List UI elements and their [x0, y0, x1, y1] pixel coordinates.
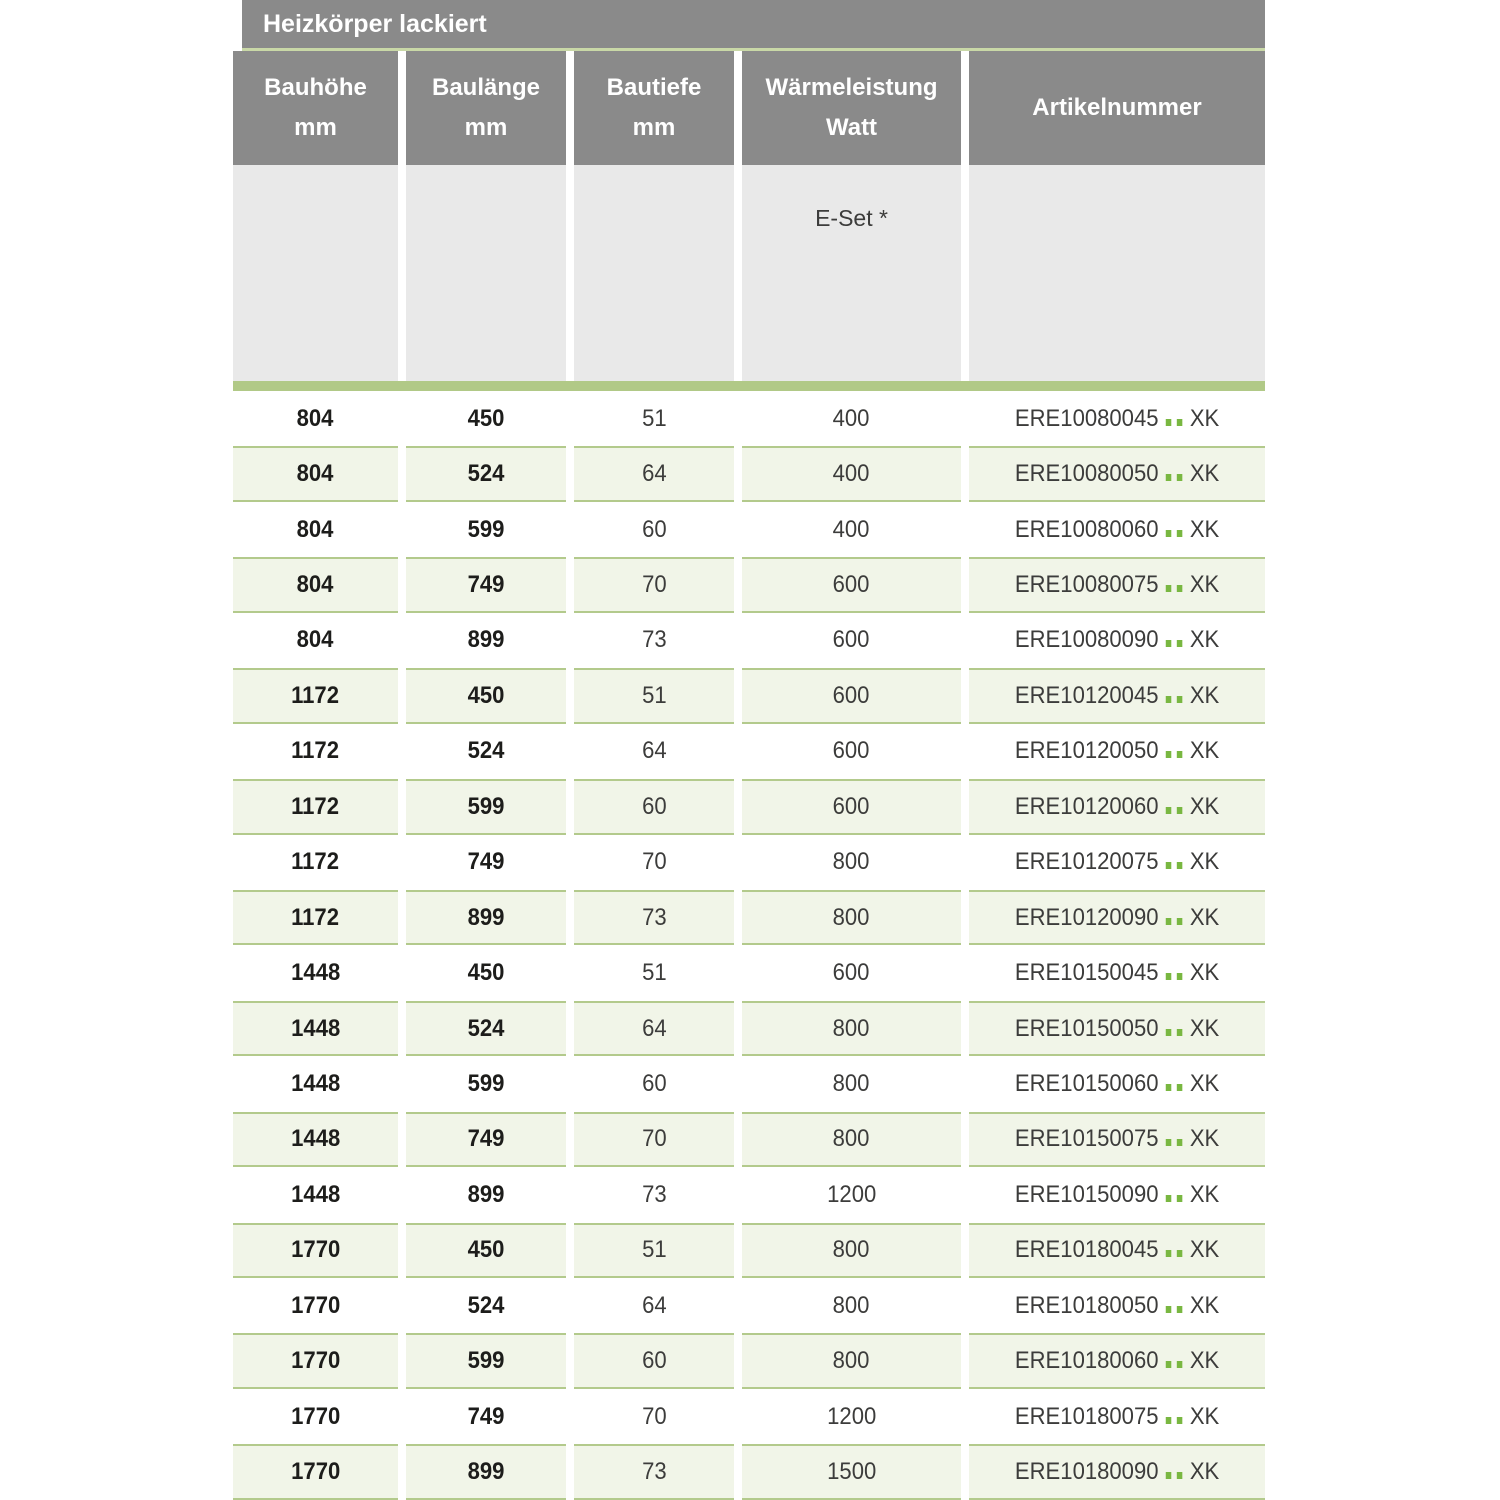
- cell-bautiefe: 60: [574, 1056, 734, 1111]
- cell-waermeleistung: 600: [742, 945, 961, 1000]
- color-code-dot-icon: [1166, 474, 1172, 481]
- cell-waermeleistung: 400: [742, 502, 961, 557]
- artikel-suffix: XK: [1189, 626, 1220, 654]
- column-header-bauhoehe: [233, 51, 398, 165]
- cell-waermeleistung: 600: [742, 724, 961, 779]
- cell-baulaenge: 599: [406, 502, 566, 557]
- color-code-dot-icon: [1177, 1472, 1183, 1479]
- column-header-waermeleistung: [742, 51, 961, 165]
- cell-baulaenge: 450: [406, 391, 566, 446]
- color-code-dot-icon: [1177, 1361, 1183, 1368]
- color-code-dot-icon: [1177, 585, 1183, 592]
- cell-artikelnummer: [969, 1389, 1265, 1444]
- artikel-prefix: ERE10180090: [1014, 1458, 1159, 1486]
- artikel-suffix: XK: [1189, 1180, 1220, 1208]
- artikel-suffix: XK: [1189, 571, 1220, 599]
- color-code-dot-icon: [1166, 1250, 1172, 1257]
- cell-baulaenge: 899: [406, 890, 566, 945]
- table-row: [233, 890, 1265, 945]
- cell-waermeleistung: 600: [742, 668, 961, 723]
- table-row: [233, 1112, 1265, 1167]
- cell-baulaenge: 599: [406, 779, 566, 834]
- artikel-prefix: ERE10150050: [1014, 1014, 1159, 1042]
- column-header-artikelnummer: [969, 51, 1265, 165]
- table-title-bar: [242, 0, 1265, 48]
- cell-bauhoehe: 1172: [233, 779, 398, 834]
- artikel-suffix: XK: [1189, 1402, 1220, 1430]
- column-header-label: Bauhöhe: [264, 74, 367, 101]
- artikel-prefix: ERE10180050: [1014, 1291, 1159, 1319]
- cell-baulaenge: 524: [406, 1278, 566, 1333]
- cell-bauhoehe: 1770: [233, 1278, 398, 1333]
- color-code-dot-icon: [1166, 1195, 1172, 1202]
- color-code-dot-icon: [1177, 1417, 1183, 1424]
- cell-baulaenge: 749: [406, 835, 566, 890]
- artikel-prefix: ERE10080045: [1014, 404, 1159, 432]
- color-code-dot-icon: [1166, 1361, 1172, 1368]
- artikelnummer: [1015, 516, 1219, 544]
- cell-baulaenge: 524: [406, 724, 566, 779]
- cell-artikelnummer: [969, 1333, 1265, 1388]
- cell-bautiefe: 60: [574, 502, 734, 557]
- cell-bautiefe: 73: [574, 890, 734, 945]
- table-row: [233, 1223, 1265, 1278]
- color-code-dot-icon: [1177, 1250, 1183, 1257]
- cell-baulaenge: 899: [406, 613, 566, 668]
- artikelnummer: [1015, 405, 1219, 433]
- cell-baulaenge: 450: [406, 1223, 566, 1278]
- subheader-row: [233, 165, 1265, 381]
- artikel-suffix: XK: [1189, 848, 1220, 876]
- color-code-dot-icon: [1177, 862, 1183, 869]
- artikelnummer: [1015, 1015, 1219, 1043]
- cell-artikelnummer: [969, 502, 1265, 557]
- artikel-suffix: XK: [1189, 792, 1220, 820]
- artikel-suffix: XK: [1189, 959, 1220, 987]
- cell-baulaenge: 749: [406, 557, 566, 612]
- cell-bautiefe: 70: [574, 1112, 734, 1167]
- cell-waermeleistung: 800: [742, 1278, 961, 1333]
- header-separator-bar: [233, 381, 1265, 391]
- subheader-cell-artikelnummer: [969, 165, 1265, 381]
- color-code-dot-icon: [1177, 918, 1183, 925]
- artikel-prefix: ERE10150060: [1014, 1069, 1159, 1097]
- color-code-dot-icon: [1177, 1084, 1183, 1091]
- color-code-dot-icon: [1177, 474, 1183, 481]
- eset-label: E-Set *: [815, 205, 888, 231]
- color-code-dot-icon: [1166, 696, 1172, 703]
- artikelnummer: [1015, 737, 1219, 765]
- artikel-suffix: XK: [1189, 737, 1220, 765]
- cell-artikelnummer: [969, 724, 1265, 779]
- artikel-suffix: XK: [1189, 1347, 1220, 1375]
- table-row: [233, 446, 1265, 501]
- cell-bautiefe: 70: [574, 835, 734, 890]
- cell-waermeleistung: 800: [742, 890, 961, 945]
- cell-bautiefe: 73: [574, 1444, 734, 1499]
- cell-bauhoehe: 1448: [233, 1056, 398, 1111]
- cell-baulaenge: 749: [406, 1112, 566, 1167]
- color-code-dot-icon: [1166, 973, 1172, 980]
- artikel-prefix: ERE10080060: [1014, 515, 1159, 543]
- artikelnummer: [1015, 682, 1219, 710]
- cell-waermeleistung: 400: [742, 446, 961, 501]
- color-code-dot-icon: [1177, 751, 1183, 758]
- artikel-suffix: XK: [1189, 1014, 1220, 1042]
- cell-waermeleistung: 800: [742, 1112, 961, 1167]
- color-code-dot-icon: [1166, 1306, 1172, 1313]
- color-code-dot-icon: [1166, 585, 1172, 592]
- cell-waermeleistung: 600: [742, 613, 961, 668]
- cell-bauhoehe: 1448: [233, 945, 398, 1000]
- artikelnummer: [1015, 626, 1219, 654]
- color-code-dot-icon: [1177, 1029, 1183, 1036]
- artikelnummer: [1015, 571, 1219, 599]
- cell-artikelnummer: [969, 1223, 1265, 1278]
- cell-bautiefe: 64: [574, 1278, 734, 1333]
- cell-bautiefe: 64: [574, 724, 734, 779]
- cell-bauhoehe: 804: [233, 391, 398, 446]
- cell-artikelnummer: [969, 1001, 1265, 1056]
- artikel-prefix: ERE10120060: [1014, 792, 1159, 820]
- cell-waermeleistung: 1500: [742, 1444, 961, 1499]
- cell-bauhoehe: 1770: [233, 1223, 398, 1278]
- cell-waermeleistung: 600: [742, 779, 961, 834]
- cell-artikelnummer: [969, 1056, 1265, 1111]
- artikelnummer: [1015, 1347, 1219, 1375]
- column-header-baulaenge: [406, 51, 566, 165]
- artikel-prefix: ERE10080050: [1014, 460, 1159, 488]
- cell-bauhoehe: 1770: [233, 1389, 398, 1444]
- color-code-dot-icon: [1166, 862, 1172, 869]
- artikelnummer: [1015, 904, 1219, 932]
- color-code-dot-icon: [1177, 696, 1183, 703]
- cell-baulaenge: 599: [406, 1056, 566, 1111]
- cell-bautiefe: 64: [574, 446, 734, 501]
- column-header-unit: Watt: [825, 114, 878, 141]
- cell-artikelnummer: [969, 945, 1265, 1000]
- table-row: [233, 1333, 1265, 1388]
- subheader-cell-baulaenge: [406, 165, 566, 381]
- artikel-suffix: XK: [1189, 515, 1220, 543]
- table-row: [233, 1444, 1265, 1499]
- cell-baulaenge: 899: [406, 1167, 566, 1222]
- cell-bautiefe: 73: [574, 613, 734, 668]
- cell-baulaenge: 524: [406, 446, 566, 501]
- cell-bauhoehe: 1448: [233, 1167, 398, 1222]
- artikel-prefix: ERE10150075: [1014, 1125, 1159, 1153]
- color-code-dot-icon: [1166, 1417, 1172, 1424]
- cell-bauhoehe: 1448: [233, 1112, 398, 1167]
- product-table: [233, 0, 1265, 1500]
- table-row: [233, 724, 1265, 779]
- cell-artikelnummer: [969, 446, 1265, 501]
- column-header-unit: mm: [294, 114, 337, 141]
- artikel-prefix: ERE10120075: [1014, 848, 1159, 876]
- table-row: [233, 1167, 1265, 1222]
- cell-waermeleistung: 1200: [742, 1167, 961, 1222]
- cell-bauhoehe: 804: [233, 613, 398, 668]
- cell-artikelnummer: [969, 1444, 1265, 1499]
- color-code-dot-icon: [1166, 419, 1172, 426]
- artikel-suffix: XK: [1189, 681, 1220, 709]
- table-row: [233, 779, 1265, 834]
- cell-bauhoehe: 1172: [233, 724, 398, 779]
- cell-bautiefe: 60: [574, 1333, 734, 1388]
- artikelnummer: [1015, 959, 1219, 987]
- color-code-dot-icon: [1177, 1139, 1183, 1146]
- cell-artikelnummer: [969, 1278, 1265, 1333]
- cell-bauhoehe: 1172: [233, 835, 398, 890]
- cell-baulaenge: 749: [406, 1389, 566, 1444]
- cell-bauhoehe: 1172: [233, 668, 398, 723]
- column-header-label: Bautiefe: [606, 74, 702, 101]
- column-header-label: Baulänge: [431, 74, 541, 101]
- cell-baulaenge: 899: [406, 1444, 566, 1499]
- cell-waermeleistung: 600: [742, 557, 961, 612]
- cell-bauhoehe: 1770: [233, 1444, 398, 1499]
- table-row: [233, 557, 1265, 612]
- table-row: [233, 391, 1265, 446]
- cell-baulaenge: 599: [406, 1333, 566, 1388]
- artikelnummer: [1015, 1458, 1219, 1486]
- cell-waermeleistung: 800: [742, 1001, 961, 1056]
- cell-waermeleistung: 1200: [742, 1389, 961, 1444]
- cell-bautiefe: 51: [574, 668, 734, 723]
- cell-bauhoehe: 804: [233, 557, 398, 612]
- table-row: [233, 835, 1265, 890]
- color-code-dot-icon: [1166, 530, 1172, 537]
- cell-artikelnummer: [969, 1112, 1265, 1167]
- artikel-prefix: ERE10080075: [1014, 571, 1159, 599]
- color-code-dot-icon: [1177, 419, 1183, 426]
- table-row: [233, 1056, 1265, 1111]
- artikelnummer: [1015, 1125, 1219, 1153]
- cell-baulaenge: 524: [406, 1001, 566, 1056]
- artikel-prefix: ERE10180045: [1014, 1236, 1159, 1264]
- color-code-dot-icon: [1177, 640, 1183, 647]
- cell-waermeleistung: 800: [742, 1333, 961, 1388]
- cell-artikelnummer: [969, 1167, 1265, 1222]
- table-row: [233, 613, 1265, 668]
- color-code-dot-icon: [1166, 751, 1172, 758]
- color-code-dot-icon: [1177, 1306, 1183, 1313]
- cell-bautiefe: 60: [574, 779, 734, 834]
- cell-baulaenge: 450: [406, 668, 566, 723]
- color-code-dot-icon: [1177, 807, 1183, 814]
- cell-bautiefe: 64: [574, 1001, 734, 1056]
- artikelnummer: [1015, 460, 1219, 488]
- cell-baulaenge: 450: [406, 945, 566, 1000]
- artikel-prefix: ERE10150090: [1014, 1180, 1159, 1208]
- column-header-unit: mm: [464, 114, 508, 141]
- artikelnummer: [1015, 1236, 1219, 1264]
- subheader-cell-bautiefe: [574, 165, 734, 381]
- artikel-suffix: XK: [1189, 404, 1220, 432]
- table-row: [233, 502, 1265, 557]
- column-header-unit: mm: [632, 114, 676, 141]
- artikel-prefix: ERE10150045: [1014, 959, 1159, 987]
- color-code-dot-icon: [1166, 1029, 1172, 1036]
- artikelnummer: [1015, 1292, 1219, 1320]
- artikelnummer: [1015, 1070, 1219, 1098]
- artikel-suffix: XK: [1189, 1069, 1220, 1097]
- cell-waermeleistung: 800: [742, 1056, 961, 1111]
- table-title: Heizkörper lackiert: [263, 9, 487, 38]
- column-header-row: [233, 51, 1265, 165]
- color-code-dot-icon: [1177, 1195, 1183, 1202]
- artikel-prefix: ERE10120090: [1014, 903, 1159, 931]
- table-row: [233, 668, 1265, 723]
- color-code-dot-icon: [1166, 1472, 1172, 1479]
- artikel-suffix: XK: [1189, 460, 1220, 488]
- table-row: [233, 945, 1265, 1000]
- cell-waermeleistung: 800: [742, 1223, 961, 1278]
- column-header-label: Artikelnummer: [1032, 94, 1202, 121]
- artikel-prefix: ERE10120045: [1014, 681, 1159, 709]
- cell-bautiefe: 73: [574, 1167, 734, 1222]
- color-code-dot-icon: [1166, 918, 1172, 925]
- artikel-prefix: ERE10180060: [1014, 1347, 1159, 1375]
- subheader-cell-bauhoehe: [233, 165, 398, 381]
- cell-artikelnummer: [969, 557, 1265, 612]
- column-header-label: Wärmeleistung: [765, 74, 938, 101]
- artikel-prefix: ERE10180075: [1014, 1402, 1159, 1430]
- color-code-dot-icon: [1177, 973, 1183, 980]
- artikelnummer: [1015, 1403, 1219, 1431]
- artikel-suffix: XK: [1189, 1458, 1220, 1486]
- cell-artikelnummer: [969, 391, 1265, 446]
- artikelnummer: [1015, 1181, 1219, 1209]
- cell-artikelnummer: [969, 668, 1265, 723]
- cell-bautiefe: 70: [574, 557, 734, 612]
- table-row: [233, 1001, 1265, 1056]
- artikel-suffix: XK: [1189, 903, 1220, 931]
- cell-bautiefe: 51: [574, 1223, 734, 1278]
- artikelnummer: [1015, 793, 1219, 821]
- color-code-dot-icon: [1166, 640, 1172, 647]
- artikel-suffix: XK: [1189, 1291, 1220, 1319]
- cell-bauhoehe: 1770: [233, 1333, 398, 1388]
- cell-bautiefe: 51: [574, 391, 734, 446]
- subheader-cell-eset: [742, 165, 961, 381]
- color-code-dot-icon: [1166, 1084, 1172, 1091]
- artikel-prefix: ERE10120050: [1014, 737, 1159, 765]
- artikel-prefix: ERE10080090: [1014, 626, 1159, 654]
- color-code-dot-icon: [1166, 1139, 1172, 1146]
- table-row: [233, 1278, 1265, 1333]
- cell-artikelnummer: [969, 613, 1265, 668]
- cell-waermeleistung: 800: [742, 835, 961, 890]
- cell-bauhoehe: 1172: [233, 890, 398, 945]
- artikel-suffix: XK: [1189, 1125, 1220, 1153]
- cell-artikelnummer: [969, 890, 1265, 945]
- cell-bautiefe: 51: [574, 945, 734, 1000]
- cell-bauhoehe: 1448: [233, 1001, 398, 1056]
- cell-bautiefe: 70: [574, 1389, 734, 1444]
- cell-artikelnummer: [969, 835, 1265, 890]
- cell-bauhoehe: 804: [233, 502, 398, 557]
- artikel-suffix: XK: [1189, 1236, 1220, 1264]
- artikelnummer: [1015, 848, 1219, 876]
- table-body: [233, 391, 1265, 1500]
- color-code-dot-icon: [1177, 530, 1183, 537]
- table-row: [233, 1389, 1265, 1444]
- color-code-dot-icon: [1166, 807, 1172, 814]
- column-header-bautiefe: [574, 51, 734, 165]
- cell-bauhoehe: 804: [233, 446, 398, 501]
- cell-artikelnummer: [969, 779, 1265, 834]
- cell-waermeleistung: 400: [742, 391, 961, 446]
